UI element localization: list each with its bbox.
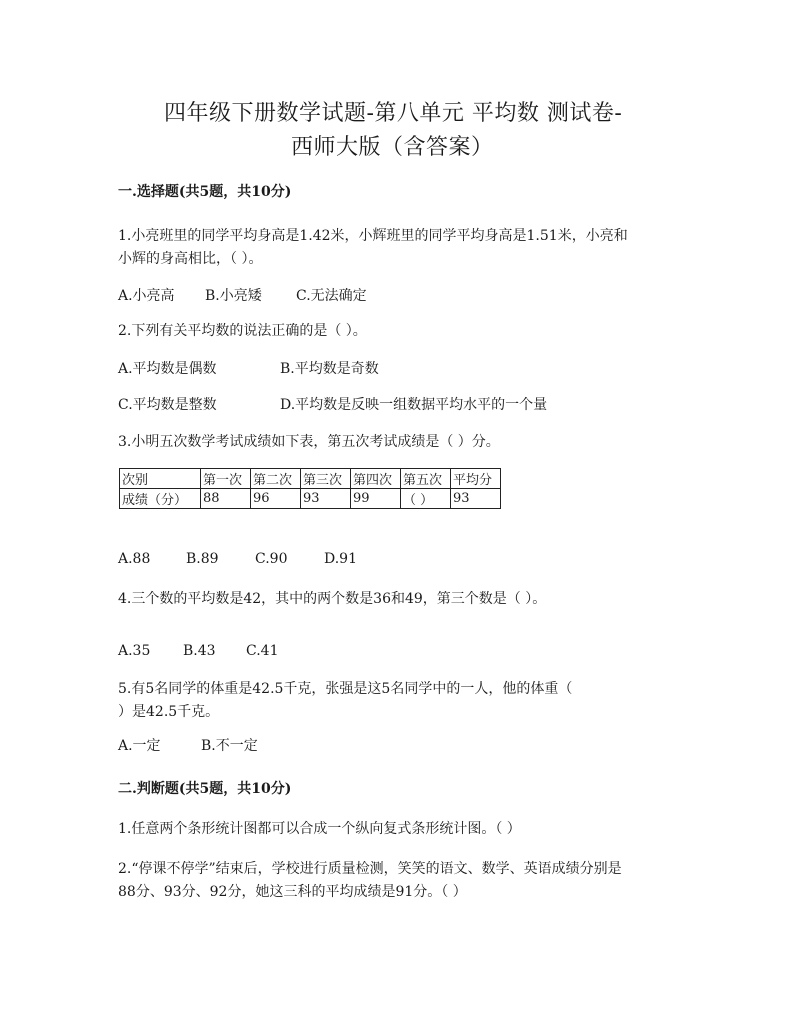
q2-option-d: D.平均数是反映一组数据平均水平的一个量 bbox=[280, 397, 548, 413]
q5-option-a: A.一定 bbox=[118, 738, 161, 754]
score-table bbox=[119, 468, 501, 509]
question-3: 3.小明五次数学考试成绩如下表，第五次考试成绩是（ ）分。 bbox=[118, 434, 500, 450]
q3-option-a: A.88 bbox=[118, 551, 151, 567]
section-heading-judgement: 二.判断题(共5题，共10分) bbox=[118, 781, 292, 797]
score-table-row bbox=[120, 489, 501, 509]
table-header-cell: 第三次 bbox=[301, 469, 351, 489]
score-table-header-row bbox=[120, 469, 501, 489]
table-header-cell: 第二次 bbox=[251, 469, 301, 489]
q4-option-b: B.43 bbox=[183, 643, 216, 659]
q5-option-b: B.不一定 bbox=[201, 738, 258, 754]
q2-option-c: C.平均数是整数 bbox=[118, 397, 217, 413]
q4-option-c: C.41 bbox=[246, 643, 279, 659]
judgement-question-2-line1: 2.“停课不停学”结束后，学校进行质量检测，笑笑的语文、数学、英语成绩分别是 bbox=[118, 861, 622, 877]
table-header-cell: 第四次 bbox=[351, 469, 401, 489]
question-5-line2: ）是42.5千克。 bbox=[118, 704, 220, 720]
judgement-question-2-line2: 88分、93分、92分，她这三科的平均成绩是91分。（ ） bbox=[118, 884, 467, 900]
table-cell: 96 bbox=[251, 489, 301, 509]
table-header-cell: 平均分 bbox=[451, 469, 501, 489]
table-header-cell: 第五次 bbox=[401, 469, 451, 489]
question-5-line1: 5.有5名同学的体重是42.5千克，张强是这5名同学中的一人，他的体重（ bbox=[118, 681, 573, 697]
page-title-line2: 西师大版（含答案） bbox=[291, 135, 494, 160]
q4-option-a: A.35 bbox=[118, 643, 151, 659]
q2-option-a: A.平均数是偶数 bbox=[118, 361, 217, 377]
q2-option-b: B.平均数是奇数 bbox=[280, 361, 379, 377]
table-cell: 88 bbox=[201, 489, 251, 509]
table-cell: 99 bbox=[351, 489, 401, 509]
table-cell: 成绩（分） bbox=[120, 489, 201, 509]
table-cell: 93 bbox=[451, 489, 501, 509]
q3-option-d: D.91 bbox=[324, 551, 357, 567]
question-1-line1: 1.小亮班里的同学平均身高是1.42米，小辉班里的同学平均身高是1.51米，小亮和 bbox=[118, 228, 628, 244]
q1-option-c: C.无法确定 bbox=[296, 288, 367, 304]
q3-option-b: B.89 bbox=[186, 551, 219, 567]
q1-option-a: A.小亮高 bbox=[118, 288, 175, 304]
table-cell: 93 bbox=[301, 489, 351, 509]
table-cell: （ ） bbox=[401, 489, 451, 509]
question-4: 4.三个数的平均数是42，其中的两个数是36和49，第三个数是（ ）。 bbox=[118, 591, 547, 607]
table-header-cell: 第一次 bbox=[201, 469, 251, 489]
q3-option-c: C.90 bbox=[255, 551, 288, 567]
section-heading-choice: 一.选择题(共5题，共10分) bbox=[118, 184, 292, 200]
q1-option-b: B.小亮矮 bbox=[205, 288, 262, 304]
question-1-line2: 小辉的身高相比，（ ）。 bbox=[118, 251, 263, 267]
page-title-line1: 四年级下册数学试题-第八单元 平均数 测试卷- bbox=[164, 101, 623, 126]
table-header-cell: 次别 bbox=[120, 469, 201, 489]
question-2: 2.下列有关平均数的说法正确的是（ ）。 bbox=[118, 323, 367, 339]
judgement-question-1: 1.任意两个条形统计图都可以合成一个纵向复式条形统计图。（ ） bbox=[118, 821, 521, 837]
